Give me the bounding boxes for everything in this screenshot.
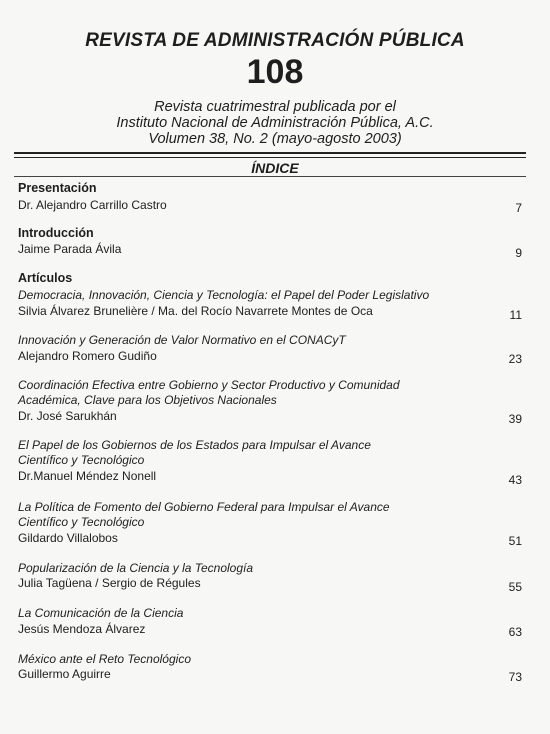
introduccion-author: Jaime Parada Ávila — [18, 242, 122, 256]
introduccion-page: 9 — [515, 246, 522, 260]
section-heading-articulos: Artículos — [18, 271, 73, 285]
article-title — [18, 652, 488, 667]
index-heading: ÍNDICE — [251, 160, 299, 176]
article-title-line: Científico y Tecnológico — [18, 515, 145, 529]
article-author: Gildardo Villalobos — [18, 531, 118, 545]
article-title-line: Coordinación Efectiva entre Gobierno y Sector Productivo y Comunidad — [18, 378, 400, 392]
article-title-line: Innovación y Generación de Valor Normativo en el CONACyT — [18, 333, 346, 347]
article-title — [18, 333, 488, 348]
article-author: Dr.Manuel Méndez Nonell — [18, 469, 157, 483]
subtitle-line-3: Volumen 38, No. 2 (mayo-agosto 2003) — [148, 131, 402, 147]
subtitle-line-2: Instituto Nacional de Administración Pública, A.C. — [116, 115, 434, 131]
journal-title: REVISTA DE ADMINISTRACIÓN PÚBLICA — [85, 30, 465, 51]
article-author: Julia Tagüena / Sergio de Régules — [18, 576, 201, 590]
article-title-line: México ante el Reto Tecnológico — [18, 652, 191, 666]
article-page: 43 — [508, 473, 522, 487]
presentacion-author: Dr. Alejandro Carrillo Castro — [18, 198, 167, 212]
article-page: 11 — [509, 308, 522, 322]
article-title-line: Académica, Clave para los Objetivos Nacionales — [18, 393, 277, 407]
article-title — [18, 561, 488, 576]
article-title-line: La Comunicación de la Ciencia — [18, 606, 184, 620]
article-author: Guillermo Aguirre — [18, 667, 111, 681]
article-author: Jesús Mendoza Álvarez — [18, 622, 146, 636]
top-rule-thin — [14, 157, 526, 158]
issue-number: 108 — [246, 53, 304, 91]
section-heading-presentacion: Presentación — [18, 181, 97, 195]
article-title-line: El Papel de los Gobiernos de los Estados para Impulsar el Avance — [18, 438, 371, 452]
article-author: Silvia Álvarez Brunelière / Ma. del Rocío Navarrete Montes de Oca — [18, 304, 373, 318]
index-rule — [14, 176, 526, 177]
article-author: Dr. José Sarukhán — [18, 409, 117, 423]
article-title — [18, 438, 488, 468]
article-title-line: Científico y Tecnológico — [18, 453, 145, 467]
article-title-line: Democracia, Innovación, Ciencia y Tecnología: el Papel del Poder Legislativo — [18, 288, 430, 302]
article-page: 23 — [508, 352, 522, 366]
article-title — [18, 288, 488, 303]
article-page: 73 — [508, 670, 522, 684]
article-page: 55 — [508, 580, 522, 594]
article-title — [18, 378, 488, 408]
article-title-line: Popularización de la Ciencia y la Tecnología — [18, 561, 254, 575]
article-title — [18, 500, 488, 530]
article-title — [18, 606, 488, 621]
article-page: 39 — [508, 412, 522, 426]
article-page: 63 — [508, 625, 522, 639]
article-title-line: La Política de Fomento del Gobierno Federal para Impulsar el Avance — [18, 500, 390, 514]
article-author: Alejandro Romero Gudiño — [18, 349, 157, 363]
section-heading-introduccion: Introducción — [18, 226, 94, 240]
presentacion-page: 7 — [515, 201, 522, 215]
top-rule — [14, 152, 526, 154]
article-page: 51 — [508, 534, 522, 548]
subtitle-line-1: Revista cuatrimestral publicada por el — [154, 99, 396, 115]
